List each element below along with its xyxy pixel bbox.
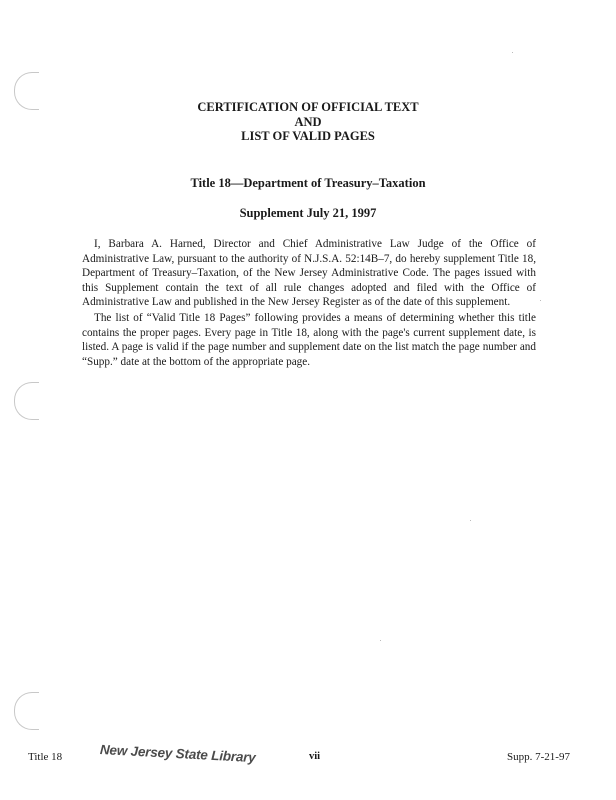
heading-line-2: AND	[294, 114, 322, 129]
certification-heading	[0, 100, 616, 144]
scan-speck	[540, 300, 541, 301]
scan-speck	[380, 640, 381, 641]
page-number: vii	[309, 751, 321, 762]
valid-pages-paragraph: The list of “Valid Title 18 Pages” following provides a means of determining whether this title contains the proper pages. Every page in Title 18, along with the page's current supplement date, is listed. A page is valid if the page number and supplement date on the list match the page number and “Supp.” date at the bottom of the appropriate page.	[82, 312, 536, 368]
heading-line-1: CERTIFICATION OF OFFICIAL TEXT	[197, 100, 419, 114]
punch-hole-mark	[14, 382, 39, 420]
footer-title: Title 18	[28, 751, 63, 763]
scan-speck	[470, 520, 471, 521]
library-stamp: New Jersey State Library	[99, 742, 256, 766]
title-line: Title 18—Department of Treasury–Taxation	[190, 176, 426, 190]
heading-line-3: LIST OF VALID PAGES	[241, 129, 375, 143]
footer-supplement-date: Supp. 7-21-97	[507, 751, 570, 763]
certification-paragraph: I, Barbara A. Harned, Director and Chief Administrative Law Judge of the Office of Administrative Law, pursuant to the authority of N.J.S.A. 52:14B–7, do hereby supplement Title 18, Department of Treasury–Taxation, of the New Jersey Administrative Code. The pages issued with this Supplement contain the text of all rule changes adopted and filed with the Office of Administrative Law and published in the New Jersey Register as of the date of this supplement.	[82, 238, 536, 309]
scan-speck	[512, 52, 513, 53]
punch-hole-mark	[14, 692, 39, 730]
supplement-date-line: Supplement July 21, 1997	[239, 206, 377, 220]
